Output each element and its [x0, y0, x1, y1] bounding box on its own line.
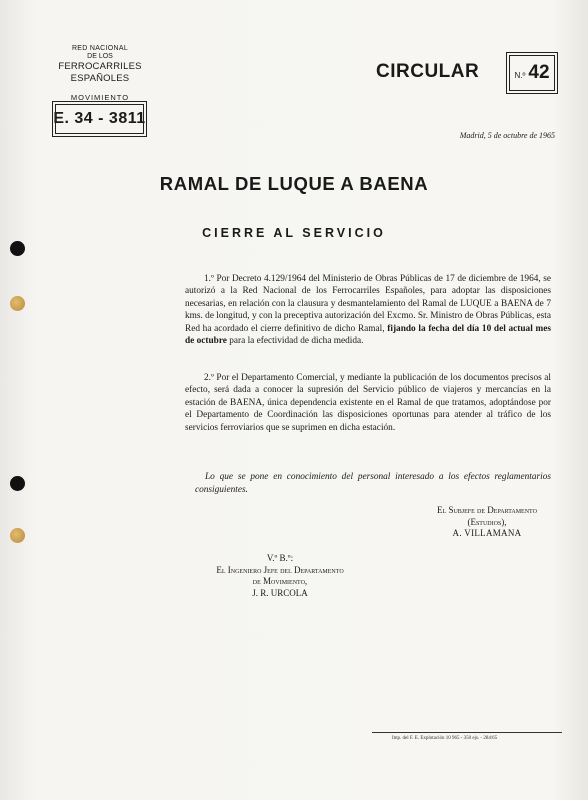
binder-hole	[10, 476, 25, 491]
paragraph-text: Por el Departamento Comercial, y mediante la publicación de los documentos precisos al efecto, será dada a conocer la supresión del Servicio público de viajeros y mercancías en la estación de BAENA, única dependencia existente en el Ramal de que tratamos, adoptándose por el Departamento de Coordinación las disposiciones oportunas para atender al tráfico de los servicios ferroviarios que se suprimen en dicha estación.	[185, 373, 551, 433]
signature-block-ingeniero	[180, 553, 380, 599]
circular-label: CIRCULAR	[376, 61, 480, 82]
paragraph-ordinal: 2.º	[204, 373, 214, 383]
signatory-title: El Subjefe de Departamento	[437, 505, 537, 515]
reference-number: E. 34 - 3811	[53, 110, 146, 127]
org-line: DE LOS	[87, 53, 113, 60]
document-title: RAMAL DE LUQUE A BAENA	[159, 173, 429, 194]
binder-hole	[10, 528, 25, 543]
org-department: MOVIMIENTO	[70, 93, 130, 102]
document-date: Madrid, 5 de octubre de 1965	[459, 131, 555, 140]
closing-statement	[195, 471, 551, 497]
approval-mark: V.º B.º:	[266, 553, 294, 563]
paragraph-1	[185, 273, 551, 347]
org-name: FERROCARRILES ESPAÑOLES	[58, 61, 142, 84]
signatory-title: El Ingeniero Jefe del Departamento	[216, 564, 344, 575]
paragraph-text: Por Decreto 4.129/1964 del Ministerio de Obras Públicas de 17 de diciembre de 1964, se autorizó a la Red Nacional de los Ferrocarriles Españoles, para adoptar las disposiciones necesarias, en relación con la clausura y desmantelamiento del Ramal de LUQUE a BAENA de 7 kms. de longitud, y con la preceptiva autorización del Excmo. Sr. Ministro de Obras Públicas, esta Red ha acordado el cierre definitivo de dicho Ramal,	[185, 274, 552, 334]
signatory-name: J. R. URCOLA	[252, 587, 308, 598]
signatory-subtitle: (Estudios),	[467, 516, 507, 527]
closing-text: Lo que se pone en conocimiento del personal interesado a los efectos reglamentarios consiguientes.	[195, 472, 551, 495]
reference-box	[52, 101, 147, 137]
paragraph-ordinal: 1.º	[204, 274, 214, 284]
signature-block-subjefe	[412, 505, 562, 540]
document-subtitle: CIERRE AL SERVICIO	[202, 226, 386, 240]
organization-header	[38, 44, 162, 102]
footer-rule	[372, 732, 562, 733]
paragraph-bold-text: fijando la fecha del día 10 del actual mes de octubre	[185, 323, 551, 347]
signatory-name: A. VILLAMANA	[452, 528, 522, 538]
paragraph-2	[185, 372, 551, 434]
signatory-title: de Movimiento,	[252, 576, 308, 586]
binder-hole	[10, 296, 25, 311]
circular-number: 42	[528, 62, 550, 83]
org-line: RED NACIONAL	[71, 45, 129, 52]
binder-hole	[10, 241, 25, 256]
paragraph-text: para la efectividad de dicha medida.	[229, 336, 364, 347]
printer-imprint: Imp. del F. E. Explotación 10 965 - 350 ejs. - 284/65	[392, 736, 498, 741]
circular-number-box	[506, 52, 558, 94]
number-prefix: N.º	[514, 70, 526, 80]
